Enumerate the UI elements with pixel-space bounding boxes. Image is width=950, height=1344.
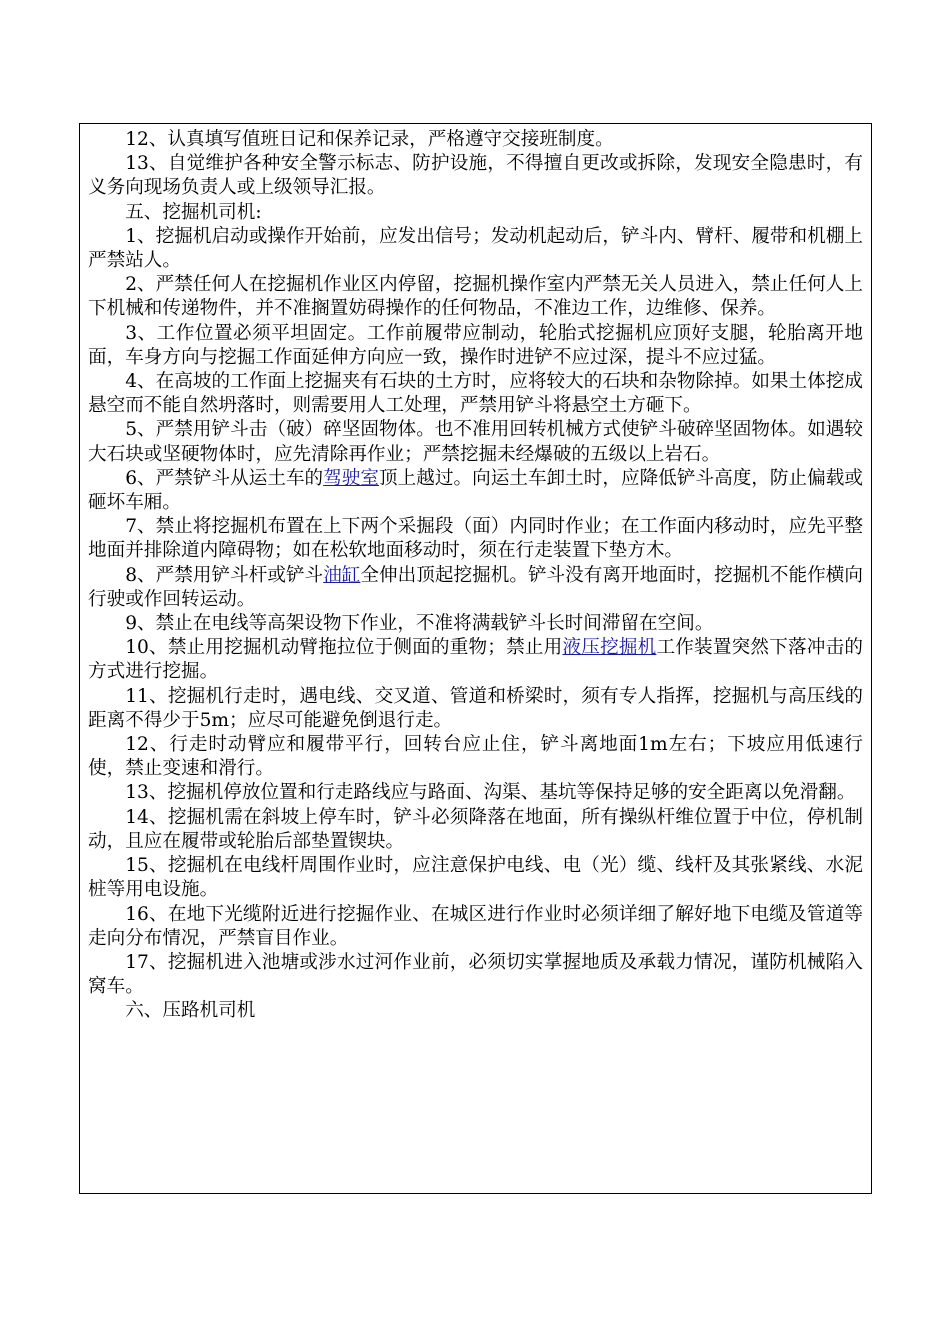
paragraph-text: 五、挖掘机司机:	[125, 201, 262, 223]
paragraph	[88, 418, 863, 466]
paragraph	[88, 370, 863, 418]
paragraph	[88, 322, 863, 370]
inline-link[interactable]: 驾驶室	[323, 467, 380, 489]
paragraph-text: 7、禁止将挖掘机布置在上下两个采掘段（面）内同时作业；在工作面内移动时，应先平整地面并排除道内障碍物；如在松软地面移动时，须在行走装置下垫方木。	[88, 516, 863, 562]
paragraph	[88, 903, 863, 951]
inline-link[interactable]: 液压挖掘机	[562, 637, 657, 659]
paragraph-text: 5、严禁用铲斗击（破）碎坚固物体。也不准用回转机械方式使铲斗破碎坚固物体。如遇较大石块或坚硬物体时，应先清除再作业；严禁挖掘未经爆破的五级以上岩石。	[88, 419, 863, 465]
paragraph-text: 全伸出顶起挖掘机。铲斗没有离开地面时，挖掘机不能作横向行驶或作回转运动。	[88, 564, 863, 610]
paragraph	[88, 201, 863, 225]
paragraph	[88, 152, 863, 200]
paragraph	[88, 273, 863, 321]
paragraph	[88, 854, 863, 902]
paragraph	[88, 128, 863, 152]
paragraph-text: 1、挖掘机启动或操作开始前，应发出信号；发动机起动后，铲斗内、臂杆、履带和机棚上严禁站人。	[88, 225, 863, 272]
paragraph	[88, 685, 863, 733]
paragraph-text: 六、压路机司机	[125, 1000, 256, 1022]
paragraph	[88, 636, 863, 684]
paragraph	[88, 564, 863, 612]
paragraph-text: 9、禁止在电线等高架设物下作业，不准将满载铲斗长时间滞留在空间。	[125, 613, 714, 635]
inline-link[interactable]: 油缸	[323, 564, 361, 586]
paragraph-text: 14、挖掘机需在斜坡上停车时，铲斗必须降落在地面，所有操纵杆维位置于中位，停机制动，且应在履带或轮胎后部垫置锲块。	[88, 806, 863, 852]
paragraph-text: 12、认真填写值班日记和保养记录，严格遵守交接班制度。	[125, 129, 614, 150]
document-frame	[79, 123, 872, 1194]
paragraph-text: 11、挖掘机行走时，遇电线、交叉道、管道和桥梁时，须有专人指挥，挖掘机与高压线的距离不得少于5m；应尽可能避免倒退行走。	[88, 685, 863, 731]
paragraph	[88, 806, 863, 854]
paragraph	[88, 612, 863, 636]
paragraph	[88, 733, 863, 781]
paragraph	[88, 951, 863, 999]
paragraph-text: 17、挖掘机进入池塘或涉水过河作业前，必须切实掌握地质及承载力情况，谨防机械陷入窝车。	[88, 951, 863, 998]
paragraph-text: 3、工作位置必须平坦固定。工作前履带应制动，轮胎式挖掘机应顶好支腿，轮胎离开地面，车身方向与挖掘工作面延伸方向应一致，操作时进铲不应过深，提斗不应过猛。	[88, 322, 863, 368]
paragraph	[88, 999, 863, 1023]
paragraph-text: 12、行走时动臂应和履带平行，回转台应止住，铲斗离地面1m左右；下坡应用低速行使，禁止变速和滑行。	[88, 734, 863, 780]
paragraph-text: 2、严禁任何人在挖掘机作业区内停留，挖掘机操作室内严禁无关人员进入，禁止任何人上下机械和传递物件，并不准搁置妨碍操作的任何物品，不准边工作，边维修、保养。	[88, 274, 863, 320]
paragraph-text: 工作装置突然下落冲击的方式进行挖掘。	[88, 637, 863, 683]
paragraph-text: 4、在高坡的工作面上挖掘夹有石块的土方时，应将较大的石块和杂物除掉。如果土体挖成悬空而不能自然坍落时，则需要用人工处理，严禁用铲斗将悬空土方砸下。	[88, 371, 863, 417]
paragraph-text: 13、自觉维护各种安全警示标志、防护设施，不得擅自更改或拆除，发现安全隐患时，有义务向现场负责人或上级领导汇报。	[88, 153, 863, 199]
paragraph	[88, 515, 863, 563]
paragraph	[88, 225, 863, 273]
paragraph-text: 16、在地下光缆附近进行挖掘作业、在城区进行作业时必须详细了解好地下电缆及管道等走向分布情况，严禁盲目作业。	[88, 903, 863, 949]
paragraph	[88, 781, 863, 805]
paragraph-text: 顶上越过。向运土车卸土时，应降低铲斗高度，防止偏载或砸坏车厢。	[88, 467, 863, 514]
paragraph-text: 6、严禁铲斗从运土车的	[125, 467, 324, 489]
paragraph-text: 15、挖掘机在电线杆周围作业时，应注意保护电线、电（光）缆、线杆及其张紧线、水泥桩等用电设施。	[88, 855, 863, 901]
paragraph-text: 10、禁止用挖掘机动臂拖拉位于侧面的重物；禁止用	[125, 637, 563, 659]
paragraph-text: 8、严禁用铲斗杆或铲斗	[125, 564, 324, 586]
paragraph-text: 13、挖掘机停放位置和行走路线应与路面、沟渠、基坑等保持足够的安全距离以免滑翻。	[125, 782, 856, 804]
paragraph	[88, 467, 863, 515]
